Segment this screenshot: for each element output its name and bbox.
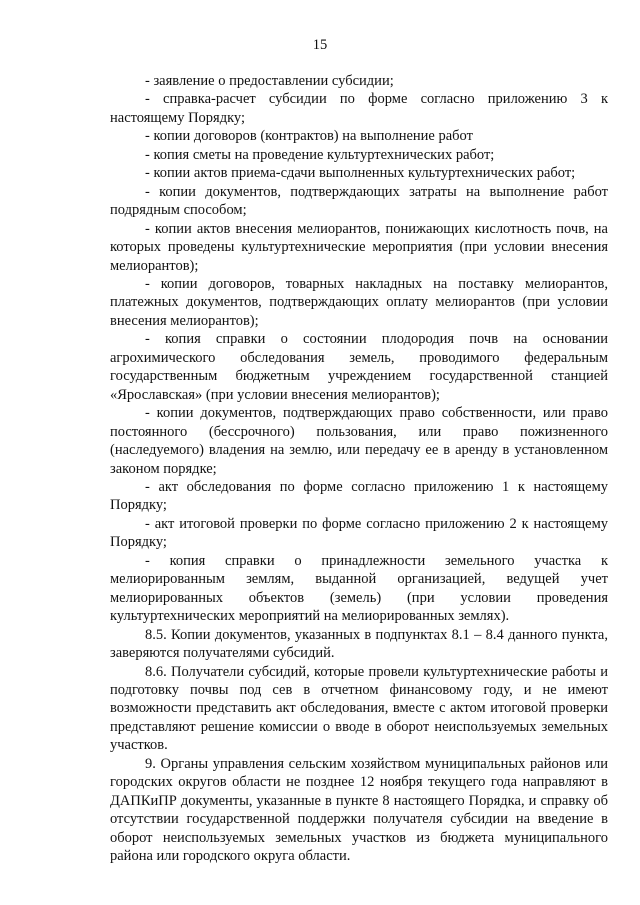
- clause-8-5: 8.5. Копии документов, указанных в подпунктах 8.1 – 8.4 данного пункта, заверяются получателями субсидий.: [110, 626, 608, 662]
- page-number: 15: [312, 37, 328, 53]
- clause-8-6: 8.6. Получатели субсидий, которые провели культуртехнические работы и подготовку почвы под сев в отчетном финансовому году, и не имеют возможности представить акт обследования, вместе с актом итоговой проверки представляют решение комиссии о вводе в оборот неиспользуемых земельных участков.: [110, 663, 608, 754]
- list-item: - справка-расчет субсидии по форме согласно приложению 3 к настоящему Порядку;: [110, 91, 608, 126]
- list-item: - заявление о предоставлении субсидии;: [145, 73, 394, 89]
- document-body: [110, 72, 608, 865]
- list-item: - копии документов, подтверждающих затраты на выполнение работ подрядным способом;: [110, 183, 608, 219]
- list-item: - акт обследования по форме согласно приложению 1 к настоящему Порядку;: [110, 478, 608, 514]
- list-item: - копия справки о состоянии плодородия почв на основании агрохимического обследования земель, проводимого федеральным государственным бюджетным учреждением государственной станцией «Ярославская» (при условии внесения мелиорантов);: [110, 331, 608, 403]
- list-item: - копия сметы на проведение культуртехнических работ;: [145, 146, 495, 163]
- clause-9: 9. Органы управления сельским хозяйством муниципальных районов или городских округов области не позднее 12 ноября текущего года направляют в ДАПКиПР документы, указанные в пункте 8 настоящего Порядка, и справку об отсутствии государственной поддержки получателя субсидии на введение в оборот неиспользуемых земельных участков из бюджета муниципального района или городского округа области.: [110, 755, 608, 865]
- list-item: - копия справки о принадлежности земельного участка к мелиорированным землям, выданной организацией, ведущей учет мелиорированных объектов (земель) (при условии проведения культуртехнических мероприятий на мелиорированных землях).: [110, 552, 608, 625]
- list-item: - акт итоговой проверки по форме согласно приложению 2 к настоящему Порядку;: [110, 515, 608, 551]
- list-item: - копии актов приема-сдачи выполненных культуртехнических работ;: [145, 165, 576, 182]
- list-item: - копии актов внесения мелиорантов, понижающих кислотность почв, на которых проведены культуртехнические мероприятия (при условии внесения мелиорантов);: [110, 220, 608, 274]
- list-item: - копии договоров, товарных накладных на поставку мелиорантов, платежных документов, подтверждающих оплату мелиорантов (при условии внесения мелиорантов);: [110, 275, 608, 329]
- list-item: - копии документов, подтверждающих право собственности, или право постоянного (бессрочного) пользования, или право пожизненного (наследуемого) владения на землю, или передачу ее в аренду в установленном законом порядке;: [110, 405, 608, 477]
- list-item: - копии договоров (контрактов) на выполнение работ: [145, 128, 473, 145]
